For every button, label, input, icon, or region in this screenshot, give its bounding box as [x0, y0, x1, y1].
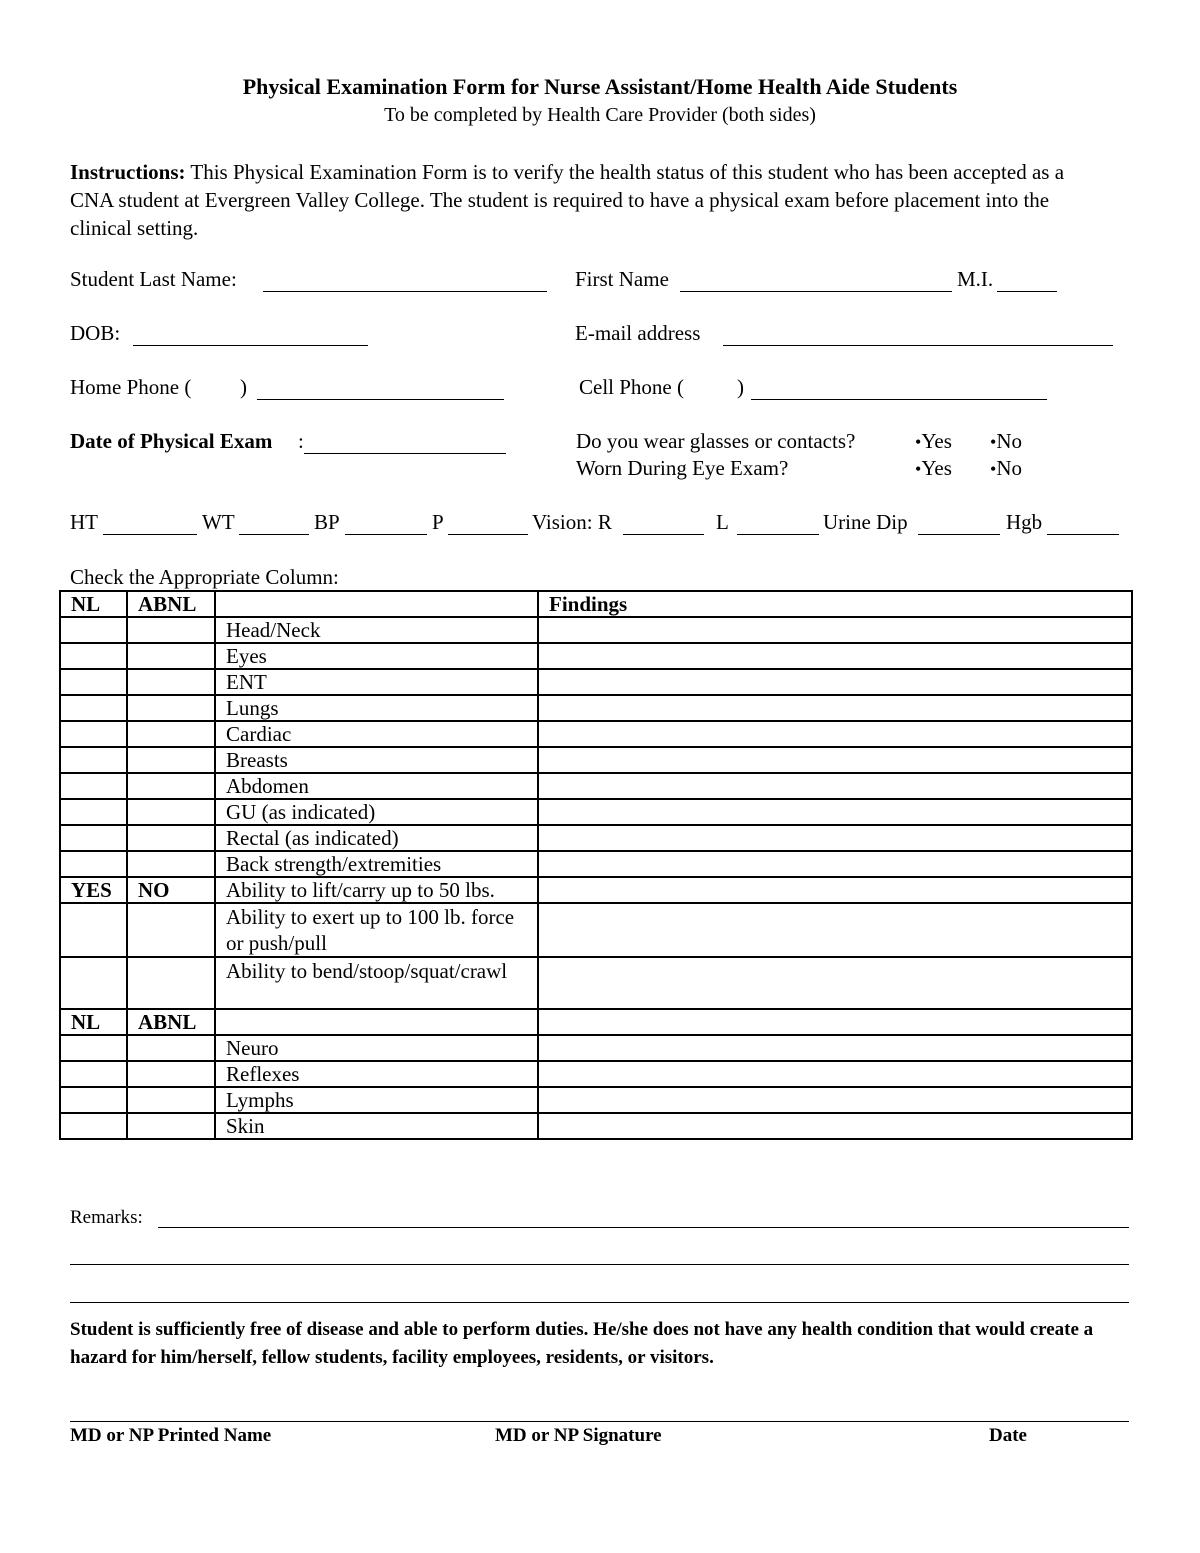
- hgb-field[interactable]: [1047, 534, 1119, 535]
- nl-check-cell[interactable]: [60, 695, 127, 721]
- printed-name-label: MD or NP Printed Name: [70, 1425, 272, 1446]
- nl-check-cell[interactable]: [60, 957, 127, 1009]
- hgb-label: Hgb: [1006, 510, 1043, 534]
- clearance-statement: Student is sufficiently free of disease and able to perform duties. He/she does not have any health condition that would create a hazard for him/herself, fellow students, facility employees, residents, or visitors.: [70, 1319, 1094, 1368]
- table-row: [60, 617, 1132, 643]
- header-findings: Findings: [538, 591, 1132, 617]
- abnl-check-cell[interactable]: [127, 799, 215, 825]
- header-item: [215, 591, 538, 617]
- findings-cell[interactable]: [538, 903, 1132, 957]
- nl-check-cell[interactable]: [60, 617, 127, 643]
- findings-cell[interactable]: [538, 617, 1132, 643]
- vision-r-field[interactable]: [623, 534, 704, 535]
- nl-check-cell[interactable]: [60, 669, 127, 695]
- table-row: [60, 1113, 1132, 1139]
- findings-cell[interactable]: [538, 1035, 1132, 1061]
- home-phone-field[interactable]: [257, 399, 504, 400]
- dob-field[interactable]: [133, 345, 368, 346]
- header-abnl: ABNL: [127, 591, 215, 617]
- item-cell: Head/Neck: [215, 617, 538, 643]
- findings-cell[interactable]: [538, 1061, 1132, 1087]
- yes-bullet-icon: •: [915, 459, 922, 479]
- worn-question: Worn During Eye Exam?: [576, 456, 789, 480]
- p-field[interactable]: [448, 534, 528, 535]
- findings-cell[interactable]: [538, 643, 1132, 669]
- table-row: [60, 851, 1132, 877]
- yes-bullet-icon: •: [915, 432, 922, 452]
- first-name-field[interactable]: [680, 291, 952, 292]
- table-row: [60, 957, 1132, 1009]
- nl-check-cell[interactable]: [60, 799, 127, 825]
- table-row: [60, 1087, 1132, 1113]
- abnl-check-cell[interactable]: [127, 957, 215, 1009]
- instructions: [70, 158, 1070, 242]
- table-row: [60, 799, 1132, 825]
- abnl-check-cell[interactable]: [127, 747, 215, 773]
- bp-label: BP: [314, 510, 340, 534]
- vision-r-label: Vision: R: [532, 510, 612, 534]
- cell-phone-label: Cell Phone (: [579, 375, 684, 399]
- exam-date-field[interactable]: [304, 453, 506, 454]
- nl-check-cell[interactable]: [60, 1035, 127, 1061]
- dob-label: DOB:: [70, 321, 121, 345]
- header-nl: NL: [60, 591, 127, 617]
- remarks-label: Remarks:: [70, 1207, 143, 1228]
- item-cell: Rectal (as indicated): [215, 825, 538, 851]
- email-field[interactable]: [723, 345, 1113, 346]
- item-cell: [215, 1009, 538, 1035]
- no-bullet-icon: •: [990, 459, 997, 479]
- table-row: [60, 773, 1132, 799]
- abnl-check-cell[interactable]: [127, 1061, 215, 1087]
- table-header-row: [60, 591, 1132, 617]
- item-cell: Lymphs: [215, 1087, 538, 1113]
- wt-label: WT: [202, 510, 235, 534]
- nl-check-cell[interactable]: [60, 773, 127, 799]
- item-cell: Abdomen: [215, 773, 538, 799]
- findings-cell[interactable]: [538, 669, 1132, 695]
- ht-label: HT: [70, 510, 98, 534]
- last-name-field[interactable]: [263, 291, 547, 292]
- findings-cell[interactable]: [538, 747, 1132, 773]
- table-row: [60, 747, 1132, 773]
- item-cell: Lungs: [215, 695, 538, 721]
- urine-dip-label: Urine Dip: [823, 510, 908, 534]
- exam-date-colon: :: [298, 429, 304, 453]
- cell-phone-close: ): [737, 375, 744, 399]
- column-label-cell: ABNL: [127, 1009, 215, 1035]
- remarks-line-1[interactable]: [158, 1227, 1129, 1228]
- exam-date-label: Date of Physical Exam: [70, 429, 273, 453]
- nl-check-cell[interactable]: [60, 643, 127, 669]
- column-label-cell: NL: [60, 1009, 127, 1035]
- column-label-cell: NO: [127, 877, 215, 903]
- abnl-check-cell[interactable]: [127, 825, 215, 851]
- column-label-cell: YES: [60, 877, 127, 903]
- exam-table: [59, 590, 1133, 1140]
- last-name-label: Student Last Name:: [70, 267, 237, 291]
- abnl-check-cell[interactable]: [127, 1035, 215, 1061]
- table-row: [60, 877, 1132, 903]
- item-cell: Ability to lift/carry up to 50 lbs.: [215, 877, 538, 903]
- abnl-check-cell[interactable]: [127, 669, 215, 695]
- table-row: [60, 1035, 1132, 1061]
- nl-check-cell[interactable]: [60, 1061, 127, 1087]
- signature-line[interactable]: [70, 1421, 1129, 1422]
- home-phone-close: ): [240, 375, 247, 399]
- nl-check-cell[interactable]: [60, 825, 127, 851]
- item-cell: GU (as indicated): [215, 799, 538, 825]
- nl-check-cell[interactable]: [60, 903, 127, 957]
- abnl-check-cell[interactable]: [127, 1087, 215, 1113]
- mi-field[interactable]: [997, 291, 1057, 292]
- nl-check-cell[interactable]: [60, 721, 127, 747]
- item-cell: Skin: [215, 1113, 538, 1139]
- urine-dip-field[interactable]: [918, 534, 1000, 535]
- form-subtitle: To be completed by Health Care Provider (both sides): [384, 104, 816, 126]
- ht-field[interactable]: [103, 534, 197, 535]
- table-row: [60, 669, 1132, 695]
- item-cell: Ability to bend/stoop/squat/crawl: [215, 957, 538, 1009]
- remarks-line-2[interactable]: [70, 1264, 1129, 1265]
- findings-cell[interactable]: [538, 1009, 1132, 1035]
- findings-cell[interactable]: [538, 957, 1132, 1009]
- abnl-check-cell[interactable]: [127, 773, 215, 799]
- abnl-check-cell[interactable]: [127, 903, 215, 957]
- date-label: Date: [989, 1425, 1027, 1446]
- table-row: [60, 825, 1132, 851]
- findings-cell[interactable]: [538, 877, 1132, 903]
- vision-l-label: L: [716, 510, 729, 534]
- item-cell: Reflexes: [215, 1061, 538, 1087]
- item-cell: Cardiac: [215, 721, 538, 747]
- findings-cell[interactable]: [538, 1087, 1132, 1113]
- item-cell: Breasts: [215, 747, 538, 773]
- table-row: [60, 903, 1132, 957]
- item-cell: Ability to exert up to 100 lb. force or push/pull: [215, 903, 538, 957]
- findings-cell[interactable]: [538, 695, 1132, 721]
- abnl-check-cell[interactable]: [127, 695, 215, 721]
- nl-check-cell[interactable]: [60, 851, 127, 877]
- glasses-yes-option[interactable]: •Yes: [915, 429, 952, 453]
- nl-check-cell[interactable]: [60, 1087, 127, 1113]
- findings-cell[interactable]: [538, 799, 1132, 825]
- findings-cell[interactable]: [538, 851, 1132, 877]
- home-phone-label: Home Phone (: [70, 375, 192, 399]
- abnl-check-cell[interactable]: [127, 851, 215, 877]
- remarks-line-3[interactable]: [70, 1302, 1129, 1303]
- table-caption: Check the Appropriate Column:: [70, 565, 339, 589]
- abnl-check-cell[interactable]: [127, 721, 215, 747]
- instructions-label: Instructions:: [70, 160, 186, 184]
- table-row: [60, 721, 1132, 747]
- instructions-text: This Physical Examination Form is to verify the health status of this student who has been accepted as a CNA student at Evergreen Valley College. The student is required to have a physical exam before placement into the clinical setting.: [70, 160, 1065, 240]
- bp-field[interactable]: [345, 534, 427, 535]
- email-label: E-mail address: [575, 321, 701, 345]
- vision-l-field[interactable]: [737, 534, 819, 535]
- signature-label: MD or NP Signature: [495, 1425, 662, 1446]
- item-cell: Back strength/extremities: [215, 851, 538, 877]
- findings-cell[interactable]: [538, 773, 1132, 799]
- worn-no-option[interactable]: •No: [990, 456, 1022, 480]
- nl-check-cell[interactable]: [60, 1113, 127, 1139]
- nl-check-cell[interactable]: [60, 747, 127, 773]
- item-cell: ENT: [215, 669, 538, 695]
- findings-cell[interactable]: [538, 825, 1132, 851]
- wt-field[interactable]: [239, 534, 309, 535]
- findings-cell[interactable]: [538, 721, 1132, 747]
- glasses-question: Do you wear glasses or contacts?: [576, 429, 856, 453]
- glasses-no-option[interactable]: •No: [990, 429, 1022, 453]
- abnl-check-cell[interactable]: [127, 617, 215, 643]
- p-label: P: [432, 510, 444, 534]
- mi-label: M.I.: [957, 267, 994, 291]
- form-title: Physical Examination Form for Nurse Assistant/Home Health Aide Students: [242, 74, 958, 99]
- table-row: [60, 1061, 1132, 1087]
- findings-cell[interactable]: [538, 1113, 1132, 1139]
- first-name-label: First Name: [575, 267, 669, 291]
- abnl-check-cell[interactable]: [127, 643, 215, 669]
- cell-phone-field[interactable]: [751, 399, 1047, 400]
- no-bullet-icon: •: [990, 432, 997, 452]
- worn-yes-option[interactable]: •Yes: [915, 456, 952, 480]
- item-cell: Eyes: [215, 643, 538, 669]
- table-row: [60, 695, 1132, 721]
- table-row: [60, 643, 1132, 669]
- item-cell: Neuro: [215, 1035, 538, 1061]
- table-row: [60, 1009, 1132, 1035]
- abnl-check-cell[interactable]: [127, 1113, 215, 1139]
